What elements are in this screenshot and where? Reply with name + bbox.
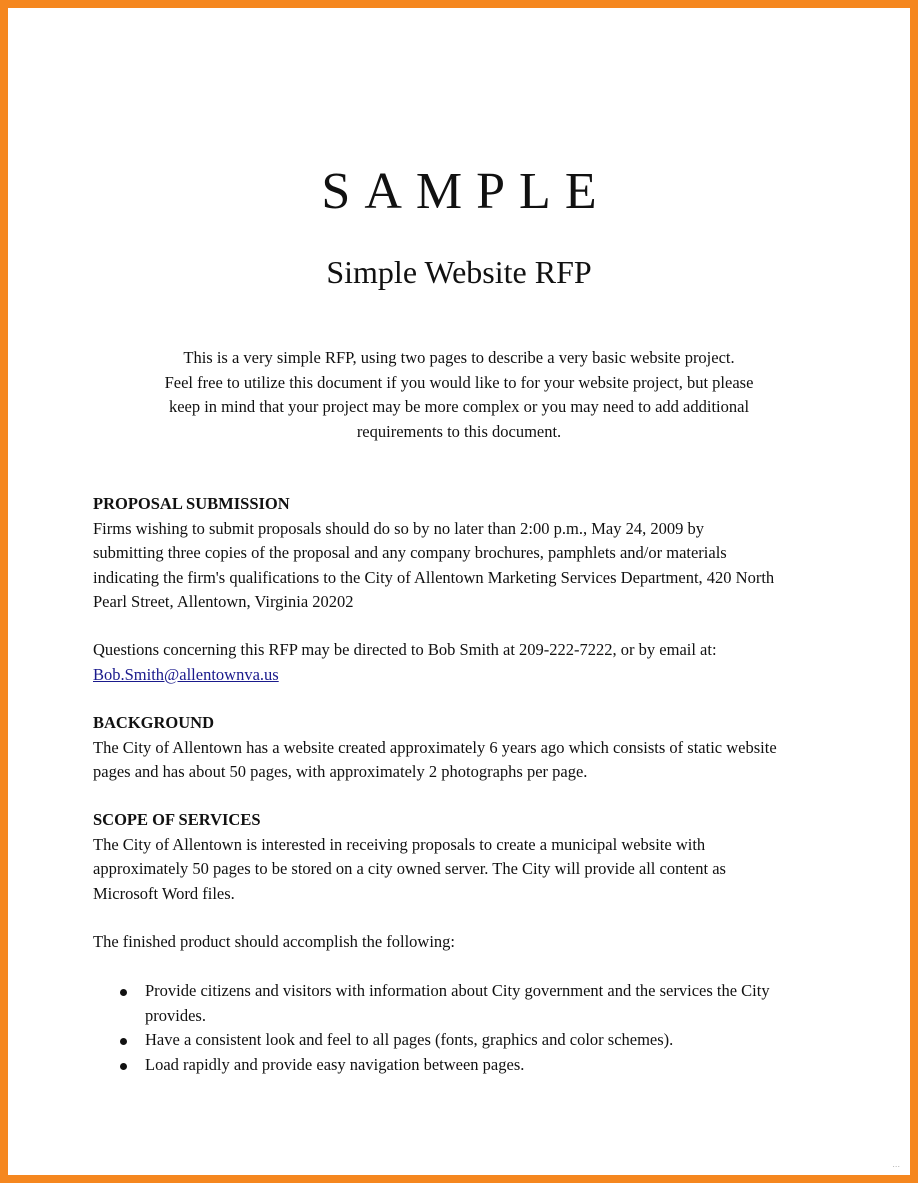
section-heading: BACKGROUND bbox=[93, 713, 215, 732]
paragraph-line: The City of Allentown has a website created approximately 6 years ago which consists of static website bbox=[93, 737, 777, 757]
paragraph-line: The finished product should accomplish the following: bbox=[93, 932, 456, 951]
corner-mark: ... bbox=[892, 1160, 900, 1169]
paragraph-line: Questions concerning this RFP may be directed to Bob Smith at 209-222-7222, or by email at: bbox=[93, 640, 717, 659]
list-item bbox=[93, 1053, 833, 1078]
questions-paragraph bbox=[93, 638, 833, 687]
intro-paragraph bbox=[92, 346, 826, 444]
intro-line: keep in mind that your project may be more complex or you may need to add additional bbox=[168, 397, 750, 416]
finished-product-intro bbox=[93, 930, 833, 955]
bullet-icon bbox=[120, 1063, 127, 1070]
proposal-submission-section bbox=[93, 492, 833, 615]
list-item-text: Load rapidly and provide easy navigation between pages. bbox=[145, 1054, 525, 1074]
bullet-icon bbox=[120, 989, 127, 996]
paragraph-line: Pearl Street, Allentown, Virginia 20202 bbox=[93, 592, 354, 611]
intro-line: requirements to this document. bbox=[356, 421, 562, 441]
bullet-icon bbox=[120, 1038, 127, 1045]
paragraph-line: Microsoft Word files. bbox=[93, 883, 235, 903]
requirements-list bbox=[93, 979, 833, 1077]
section-heading: PROPOSAL SUBMISSION bbox=[93, 494, 290, 513]
background-section bbox=[93, 711, 833, 785]
list-item bbox=[93, 979, 833, 1028]
list-item-text: Provide citizens and visitors with information about City government and the services the City bbox=[145, 981, 770, 1000]
intro-line: Feel free to utilize this document if you would like to for your website project, but please bbox=[164, 372, 754, 392]
paragraph-line: indicating the firm's qualifications to the City of Allentown Marketing Services Department, 420 North bbox=[93, 567, 775, 587]
intro-line: This is a very simple RFP, using two pages to describe a very basic website project. bbox=[183, 348, 735, 367]
list-item bbox=[93, 1028, 833, 1053]
email-link[interactable]: Bob.Smith@allentownva.us bbox=[93, 664, 279, 684]
section-heading: SCOPE OF SERVICES bbox=[93, 810, 261, 829]
paragraph-line: pages and has about 50 pages, with approximately 2 photographs per page. bbox=[93, 762, 588, 781]
paragraph-line: approximately 50 pages to be stored on a city owned server. The City will provide all content as bbox=[93, 859, 726, 878]
scope-of-services-section bbox=[93, 808, 833, 906]
list-item-text: Have a consistent look and feel to all pages (fonts, graphics and color schemes). bbox=[145, 1030, 674, 1049]
list-item-text: provides. bbox=[145, 1005, 206, 1025]
document-title: Simple Website RFP bbox=[326, 254, 592, 290]
sample-watermark: SAMPLE bbox=[321, 163, 611, 220]
paragraph-line: The City of Allentown is interested in receiving proposals to create a municipal website with bbox=[93, 834, 706, 854]
paragraph-line: Firms wishing to submit proposals should do so by no later than 2:00 p.m., May 24, 2009 by bbox=[93, 518, 704, 538]
paragraph-line: submitting three copies of the proposal and any company brochures, pamphlets and/or materials bbox=[93, 543, 727, 562]
